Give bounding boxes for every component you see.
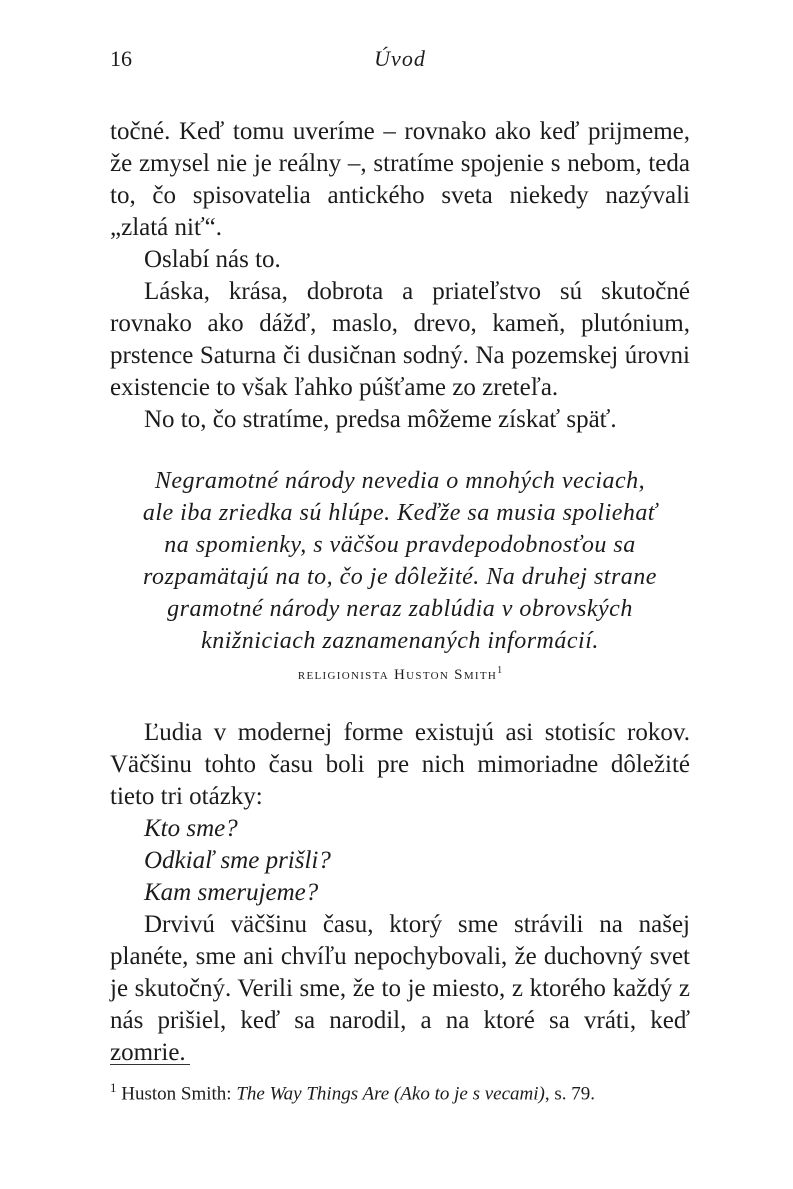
footnote-title: The Way Things Are (Ako to je s vecami) (236, 1083, 545, 1105)
paragraph: Drvivú väčšinu času, ktorý sme strávili na našej planéte, sme ani chvíľu nepochybovali, že duchovný svet je skutočný. Verili sme, že to je miesto, z ktorého každý z nás prišiel, keď sa narodil, a na ktoré sa vráti, keď zomrie. (110, 911, 690, 1066)
paragraph: Oslabí nás to. (144, 246, 281, 273)
footnote-divider (110, 1064, 190, 1065)
body-text-lower (110, 717, 690, 1069)
epigraph-quote (110, 465, 690, 685)
epigraph-line: Negramotné národy nevedia o mnohých veciach, (154, 468, 646, 494)
question-line: Kto sme? (144, 815, 238, 842)
epigraph-line: ale iba zriedka sú hlúpe. Keďže sa musia spoliehať (142, 500, 658, 526)
attribution-name: Huston Smith (394, 667, 498, 683)
epigraph-line: rozpamätajú na to, čo je dôležité. Na druhej strane (143, 564, 657, 590)
paragraph: Láska, krása, dobrota a priateľstvo sú skutočné rovnako ako dážď, maslo, drevo, kameň, plutónium, prstence Saturna či dusičnan sodný. Na pozemskej úrovni existencie to však ľahko púšťame zo zreteľa. (110, 278, 690, 401)
footnote (110, 1075, 710, 1107)
footnote-number: 1 (110, 1080, 117, 1095)
running-head (110, 46, 690, 78)
footnote-reference[interactable]: 1 (497, 665, 503, 676)
paragraph: No to, čo stratíme, predsa môžeme získať späť. (144, 406, 617, 433)
paragraph: Ľudia v modernej forme existujú asi stotisíc rokov. Väčšinu tohto času boli pre nich mimoriadne dôležité tieto tri otázky: (110, 719, 690, 810)
epigraph-line: gramotné národy neraz zablúdia v obrovských (167, 596, 633, 622)
chapter-title: Úvod (374, 46, 426, 71)
paragraph: točné. Keď tomu uveríme – rovnako ako keď prijmeme, že zmysel nie je reálny –, stratíme spojenie s nebom, teda to, čo spisovatelia antického sveta niekedy nazývali „zlatá niť“. (110, 118, 690, 241)
question-line: Odkiaľ sme prišli? (144, 847, 331, 874)
body-text-upper (110, 116, 690, 436)
epigraph-line: knižniciach zaznamenaných informácií. (201, 628, 599, 654)
attribution-prefix: religionista (297, 667, 389, 683)
question-line: Kam smerujeme? (144, 879, 319, 906)
epigraph-line: na spomienky, s väčšou pravdepodobnosťou sa (164, 532, 636, 558)
footnote-author: Huston Smith: (121, 1083, 232, 1105)
page-number: 16 (110, 46, 132, 71)
epigraph-attribution (110, 661, 690, 685)
footnote-page: , s. 79. (544, 1083, 596, 1105)
